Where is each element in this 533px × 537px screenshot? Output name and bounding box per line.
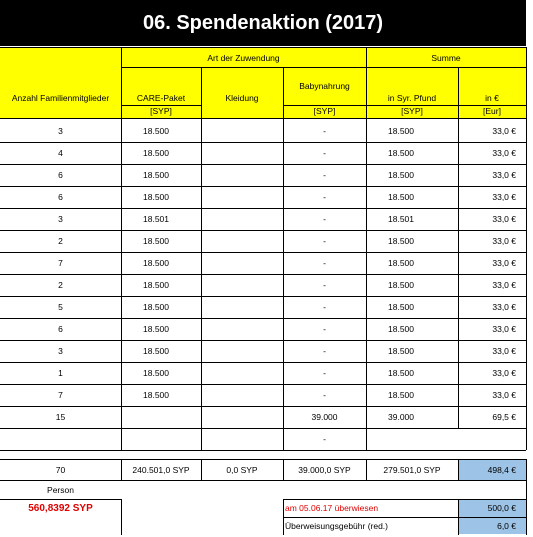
table-cell-kleidung (201, 252, 283, 274)
table-cell-familie: 4 (58, 148, 63, 158)
table-cell-eur: 33,0 € (492, 390, 516, 400)
transfer-value: 500,0 € (458, 500, 526, 517)
table-cell-care: 18.500 (143, 258, 169, 268)
table-cell-kleidung (201, 318, 283, 340)
table-cell-eur: 33,0 € (492, 258, 516, 268)
table-cell-baby: - (323, 192, 326, 202)
table-cell-baby: - (323, 126, 326, 136)
table-cell-kleidung (201, 120, 283, 142)
totals-separator (283, 459, 284, 480)
table-cell-baby: - (323, 236, 326, 246)
table-cell-syp: 18.501 (388, 214, 414, 224)
table-cell-baby: 39.000 (311, 412, 338, 422)
fee-value: 6,0 € (458, 518, 526, 534)
table-cell-care (121, 428, 201, 450)
table-cell-kleidung (201, 428, 283, 450)
table-cell-syp: 18.500 (388, 170, 414, 180)
header-summe: Summe (431, 53, 461, 63)
fee-label: Überweisungsgebühr (red.) (285, 521, 388, 531)
footer-separator (458, 499, 459, 535)
table-cell-syp: 18.500 (388, 148, 414, 158)
table-cell-eur: 33,0 € (492, 324, 516, 334)
totals-separator (526, 459, 527, 480)
unit-baby: [SYP] (313, 106, 336, 116)
table-cell-syp: 18.500 (388, 346, 414, 356)
table-cell-familie: 5 (58, 302, 63, 312)
footer-separator (526, 480, 527, 535)
table-cell-baby: - (323, 170, 326, 180)
table-cell-care: 18.500 (143, 192, 169, 202)
table-cell-familie: 2 (58, 236, 63, 246)
grid-vline (201, 67, 202, 118)
unit-care: [SYP] (150, 106, 172, 116)
table-cell-baby: - (323, 346, 326, 356)
header-eur: in € (485, 93, 499, 103)
footer-separator (283, 517, 284, 535)
table-cell-care: 18.500 (143, 302, 169, 312)
table-cell-familie: 1 (58, 368, 63, 378)
table-cell-care: 18.501 (143, 214, 169, 224)
table-cell-care: 18.500 (143, 280, 169, 290)
column-separator (201, 118, 202, 450)
header-art-der-zuwendung: Art der Zuwendung (207, 53, 280, 63)
footer-line (283, 499, 526, 500)
table-cell-care: 18.500 (143, 126, 169, 136)
column-separator (526, 118, 527, 450)
table-cell-familie: 6 (58, 170, 63, 180)
table-cell-eur: 33,0 € (492, 346, 516, 356)
table-cell-care: 18.500 (143, 346, 169, 356)
table-cell-care: 18.500 (143, 170, 169, 180)
table-cell-care: 18.500 (143, 390, 169, 400)
column-separator (458, 118, 459, 428)
table-cell-care: 18.500 (143, 368, 169, 378)
table-cell-eur: 33,0 € (492, 126, 516, 136)
unit-line (283, 105, 526, 106)
table-cell-kleidung (201, 296, 283, 318)
footer-line (283, 517, 526, 518)
totals-care: 240.501,0 SYP (132, 465, 190, 475)
header-bottom-line (0, 118, 526, 119)
totals-separator (121, 459, 122, 480)
header-group-line (121, 67, 526, 68)
totals-familie: 70 (55, 465, 66, 475)
column-separator (283, 118, 284, 450)
table-cell-kleidung (201, 142, 283, 164)
table-cell-baby: - (323, 258, 326, 268)
table-cell-familie (0, 428, 121, 450)
grid-vline (526, 47, 527, 118)
table-cell-eur: 33,0 € (492, 302, 516, 312)
footer-separator (283, 499, 284, 517)
totals-separator (458, 459, 459, 480)
grid-vline (458, 67, 459, 118)
footer-separator (121, 517, 122, 535)
table-cell-familie: 7 (58, 390, 63, 400)
table-cell-familie: 3 (58, 214, 63, 224)
header-care: CARE-Paket (136, 93, 186, 103)
grid-vline (366, 47, 367, 118)
totals-eur: 498,4 € (458, 460, 526, 480)
table-cell-kleidung (201, 274, 283, 296)
table-cell-care: 18.500 (143, 236, 169, 246)
person-value: 560,8392 SYP (28, 503, 93, 514)
table-cell-eur: 33,0 € (492, 192, 516, 202)
table-cell-familie: 3 (58, 126, 63, 136)
table-cell-syp: 18.500 (388, 126, 414, 136)
footer-line (0, 499, 121, 500)
table-cell-care (121, 406, 201, 428)
table-cell-syp: 18.500 (388, 258, 414, 268)
table-cell-syp: 18.500 (388, 390, 414, 400)
table-cell-baby: - (323, 302, 326, 312)
footer-separator (121, 499, 122, 517)
table-cell-kleidung (201, 208, 283, 230)
table-cell-familie: 3 (58, 346, 63, 356)
table-cell-eur: 33,0 € (492, 170, 516, 180)
table-cell-baby: - (323, 324, 326, 334)
table-cell-baby: - (323, 280, 326, 290)
table-cell-kleidung (201, 406, 283, 428)
table-cell-syp: 18.500 (388, 324, 414, 334)
header-familie: Anzahl Familienmitglieder (11, 93, 110, 103)
totals-separator (201, 459, 202, 480)
table-cell-syp (366, 428, 526, 450)
totals-separator (366, 459, 367, 480)
table-cell-kleidung (201, 362, 283, 384)
table-cell-baby: - (323, 390, 326, 400)
table-cell-baby: - (323, 214, 326, 224)
table-cell-syp: 18.500 (388, 236, 414, 246)
table-cell-kleidung (201, 340, 283, 362)
table-cell-familie: 6 (58, 192, 63, 202)
transfer-label: am 05.06.17 überwiesen (285, 503, 379, 513)
unit-syp: [SYP] (401, 106, 423, 116)
table-cell-eur: 33,0 € (492, 236, 516, 246)
grid-vline (121, 47, 122, 118)
page-title: 06. Spendenaktion (2017) (142, 12, 384, 34)
grid-vline (283, 67, 284, 118)
table-cell-kleidung (201, 230, 283, 252)
totals-kleidung: 0,0 SYP (226, 465, 258, 475)
table-cell-eur: 33,0 € (492, 368, 516, 378)
table-cell-kleidung (201, 164, 283, 186)
header-syp: in Syr. Pfund (387, 93, 437, 103)
row-separator (0, 450, 526, 451)
totals-syp: 279.501,0 SYP (383, 465, 441, 475)
person-label: Person (47, 485, 74, 495)
table-cell-familie: 7 (58, 258, 63, 268)
table-cell-syp: 18.500 (388, 368, 414, 378)
header-top-line (0, 47, 526, 48)
unit-eur: [Eur] (483, 106, 501, 116)
table-cell-familie: 6 (58, 324, 63, 334)
table-cell-eur: 33,0 € (492, 280, 516, 290)
table-cell-syp: 18.500 (388, 192, 414, 202)
table-cell-baby: - (323, 148, 326, 158)
header-baby: Babynahrung (299, 81, 350, 91)
column-separator (366, 118, 367, 450)
table-cell-eur: 33,0 € (492, 214, 516, 224)
table-cell-syp: 18.500 (388, 280, 414, 290)
column-separator (121, 118, 122, 450)
table-cell-eur: 69,5 € (492, 412, 516, 422)
table-cell-baby: - (323, 434, 326, 444)
totals-bottom-line (0, 480, 526, 481)
table-cell-syp: 39.000 (388, 412, 414, 422)
table-cell-eur: 33,0 € (492, 148, 516, 158)
table-cell-kleidung (201, 186, 283, 208)
table-cell-care: 18.500 (143, 324, 169, 334)
header-kleidung: Kleidung (225, 93, 259, 103)
table-cell-familie: 15 (55, 412, 66, 422)
table-cell-syp: 18.500 (388, 302, 414, 312)
table-cell-kleidung (201, 384, 283, 406)
totals-baby: 39.000,0 SYP (298, 465, 351, 475)
table-cell-care: 18.500 (143, 148, 169, 158)
table-cell-familie: 2 (58, 280, 63, 290)
unit-line (121, 105, 201, 106)
table-cell-baby: - (323, 368, 326, 378)
